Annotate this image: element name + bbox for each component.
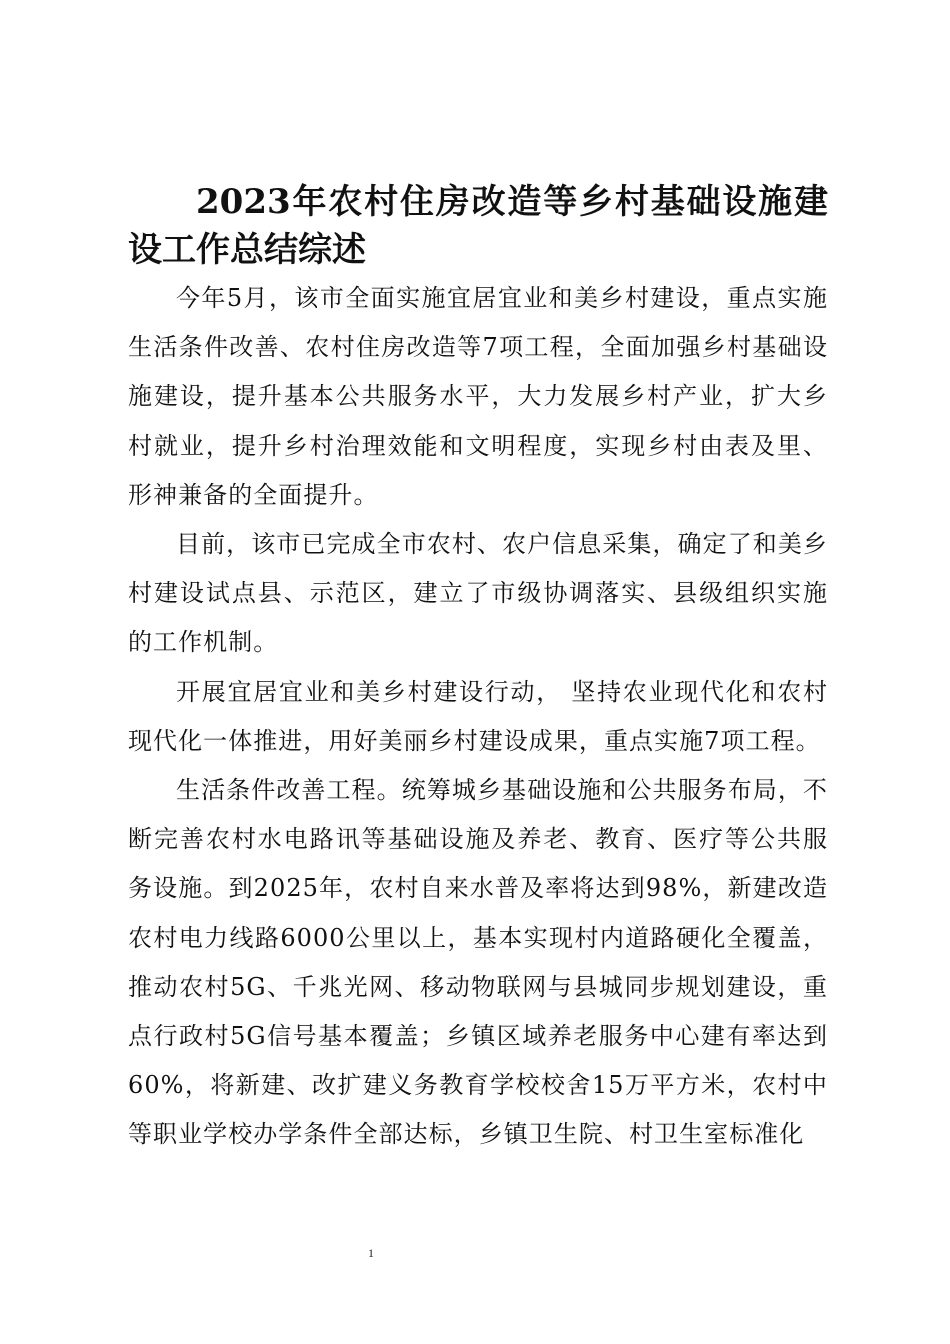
document-body: [128, 178, 828, 1160]
paragraph-1: 今年5月，该市全面实施宜居宜业和美乡村建设，重点实施生活条件改善、农村住房改造等7项工程，全面加强乡村基础设施建设，提升基本公共服务水平，大力发展乡村产业，扩大乡村就业，提升乡村治理效能和文明程度，实现乡村由表及里、形神兼备的全面提升。: [128, 284, 828, 509]
paragraph-2: 目前，该市已完成全市农村、农户信息采集，确定了和美乡村建设试点县、示范区，建立了市级协调落实、县级组织实施的工作机制。: [128, 530, 828, 657]
document-title: 2023年农村住房改造等乡村基础设施建设工作总结综述: [128, 182, 828, 270]
paragraph-3: 开展宜居宜业和美乡村建设行动， 坚持农业现代化和农村现代化一体推进，用好美丽乡村建设成果，重点实施7项工程。: [128, 677, 828, 755]
paragraph-4: 生活条件改善工程。统筹城乡基础设施和公共服务布局，不断完善农村水电路讯等基础设施及养老、教育、医疗等公共服务设施。到2025年，农村自来水普及率将达到98%，新建改造农村电力线路6000公里以上，基本实现村内道路硬化全覆盖，推动农村5G、千兆光网、移动物联网与县城同步规划建设，重点行政村5G信号基本覆盖；乡镇区域养老服务中心建有率达到60%，将新建、改扩建义务教育学校校舍15万平方米，农村中等职业学校办学条件全部达标，乡镇卫生院、村卫生室标准化: [128, 776, 828, 1149]
page-number: 1: [368, 1246, 374, 1260]
